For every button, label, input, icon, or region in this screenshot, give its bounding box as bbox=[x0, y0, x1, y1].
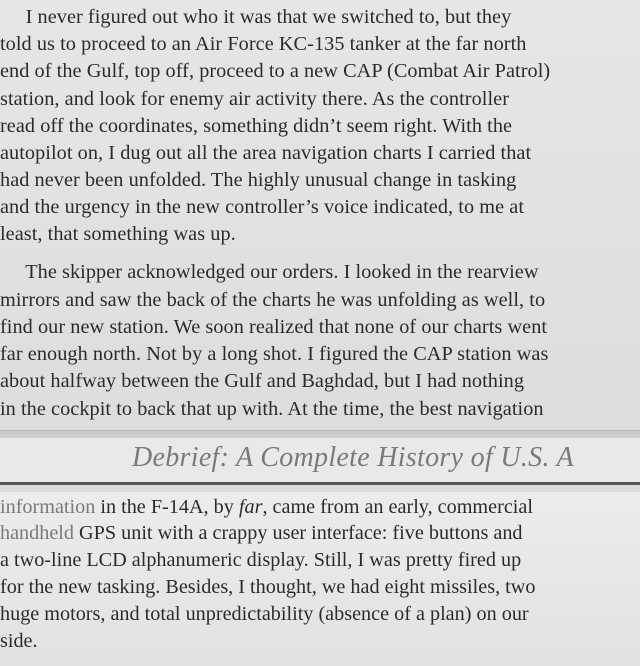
text-line: least, that something was up. bbox=[0, 223, 236, 245]
text-line: told us to proceed to an Air Force KC-135 tanker at the far north bbox=[0, 33, 527, 55]
text-line: mirrors and saw the back of the charts he was unfolding as well, to bbox=[0, 289, 546, 311]
text-line: read off the coordinates, something didn’t seem right. With the bbox=[0, 115, 513, 137]
text-line: The skipper acknowledged our orders. I looked in the rearview bbox=[0, 261, 539, 283]
text-line: about halfway between the Gulf and Baghdad, but I had nothing bbox=[0, 370, 525, 392]
text-line bbox=[0, 494, 640, 520]
italic-word: far bbox=[238, 496, 263, 518]
lower-page-text bbox=[0, 492, 640, 666]
text-line: and the urgency in the new controller’s voice indicated, to me at bbox=[0, 196, 525, 218]
text-line: side. bbox=[0, 630, 38, 652]
text-line: in the cockpit to back that up with. At the time, the best navigation bbox=[0, 398, 544, 420]
text-line: for the new tasking. Besides, I thought, we had eight missiles, two bbox=[0, 576, 536, 598]
text-line: had never been unfolded. The highly unusual change in tasking bbox=[0, 169, 517, 191]
text-span: in the F-14A, by bbox=[95, 496, 239, 518]
running-header bbox=[0, 438, 640, 485]
text-line: a two-line LCD alphanumeric display. Still, I was pretty fired up bbox=[0, 549, 522, 571]
text-line: station, and look for enemy air activity there. As the controller bbox=[0, 88, 510, 110]
faded-word: handheld bbox=[0, 522, 74, 544]
text-line bbox=[0, 520, 640, 546]
text-line: end of the Gulf, top off, proceed to a new CAP (Combat Air Patrol) bbox=[0, 60, 551, 82]
faded-word: information bbox=[0, 496, 96, 518]
text-span: GPS unit with a crappy user interface: five buttons and bbox=[74, 522, 523, 544]
text-line: far enough north. Not by a long shot. I figured the CAP station was bbox=[0, 343, 549, 365]
text-line: find our new station. We soon realized that none of our charts went bbox=[0, 316, 548, 338]
text-line: I never figured out who it was that we switched to, but they bbox=[0, 6, 512, 28]
text-line: huge motors, and total unpredictability (absence of a plan) on our bbox=[0, 603, 529, 625]
text-line: autopilot on, I dug out all the area navigation charts I carried that bbox=[0, 142, 532, 164]
text-span: , came from an early, commercial bbox=[262, 496, 533, 518]
running-title: Debrief: A Complete History of U.S. A bbox=[132, 442, 574, 473]
